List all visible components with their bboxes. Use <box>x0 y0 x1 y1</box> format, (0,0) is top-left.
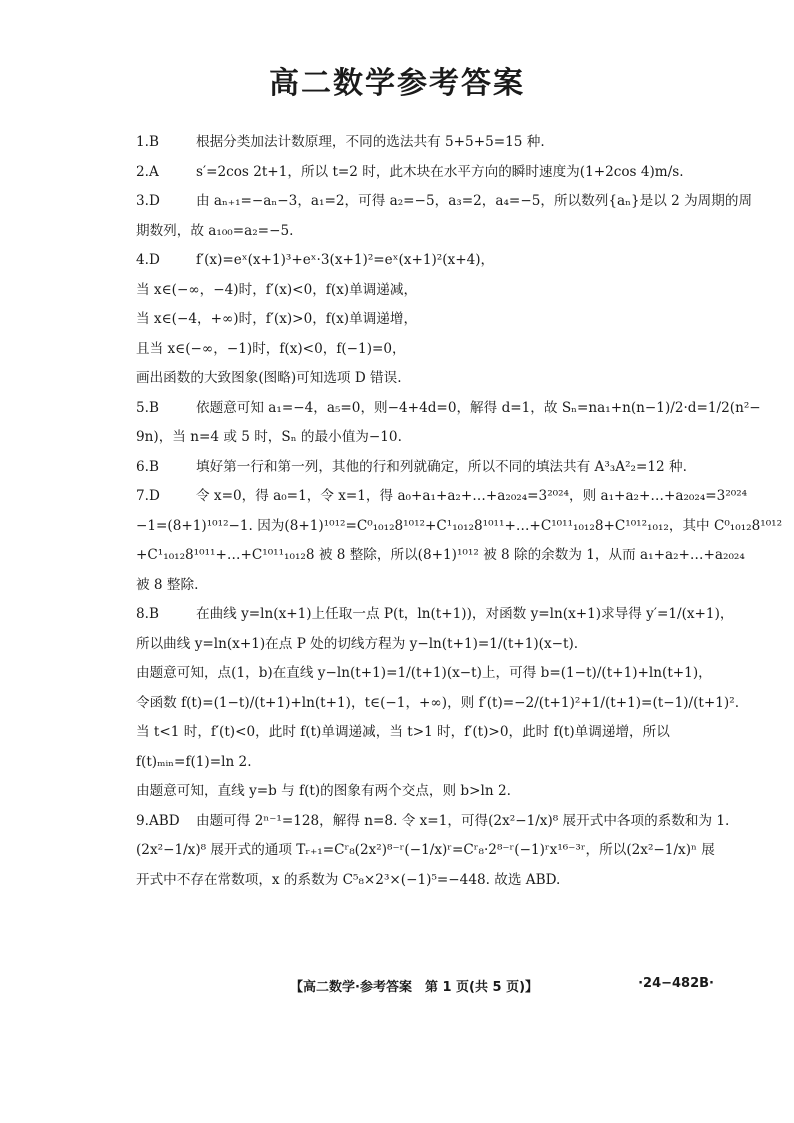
answer-item-2 <box>136 158 726 188</box>
answer-line: 画出函数的大致图象(图略)可知选项 D 错误. <box>136 370 402 386</box>
answer-line: 所以曲线 y=ln(x+1)在点 P 处的切线方程为 y−ln(t+1)=1/(t+1)(x−t). <box>136 635 579 652</box>
answer-item-7 <box>136 482 783 600</box>
answer-line: 由题意可知，直线 y=b 与 f(t)的图象有两个交点，则 b>ln 2. <box>136 783 511 799</box>
page-footer <box>0 976 794 1000</box>
answer-line: 当 x∈(−∞，−4)时，f′(x)<0，f(x)单调递减， <box>136 281 418 298</box>
answer-number: 4.D <box>136 252 160 268</box>
answer-line: 令函数 f(t)=(1−t)/(t+1)+ln(t+1)，t∈(−1，+∞)，则 f′(t)=−2/(t+1)²+1/(t+1)=(t−1)/(t+1)². <box>136 694 740 711</box>
answer-number: 7.D <box>136 488 160 504</box>
answer-line: f′(x)=eˣ(x+1)³+eˣ·3(x+1)²=eˣ(x+1)²(x+4)， <box>196 252 495 268</box>
answer-item-4 <box>136 246 726 394</box>
answer-line: +C¹₁₀₁₂8¹⁰¹¹+…+C¹⁰¹¹₁₀₁₂8 被 8 整除，所以(8+1)¹⁰¹² 被 8 除的余数为 1，从而 a₁+a₂+…+a₂₀₂₄ <box>136 547 745 563</box>
answer-line: s′=2cos 2t+1，所以 t=2 时，此木块在水平方向的瞬时速度为(1+2cos 4)m/s. <box>196 163 684 180</box>
footer-page-info: 【高二数学·参考答案 第 1 页(共 5 页)】 <box>290 980 539 995</box>
answer-line: 在曲线 y=ln(x+1)上任取一点 P(t，ln(t+1))，对函数 y=ln(x+1)求导得 y′=1/(x+1)， <box>196 606 734 622</box>
answer-line: 期数列，故 a₁₀₀=a₂=−5. <box>136 222 294 239</box>
answer-line: 当 t<1 时，f′(t)<0，此时 f(t)单调递减，当 t>1 时，f′(t)>0，此时 f(t)单调递增，所以 <box>136 724 670 740</box>
answer-number: 9.ABD <box>136 812 180 829</box>
footer-doc-code: ·24−482B· <box>638 976 714 991</box>
answer-number: 1.B <box>136 134 159 150</box>
answer-number: 5.B <box>136 399 159 416</box>
answer-line: f(t)ₘᵢₙ=f(1)=ln 2. <box>136 753 252 770</box>
answer-item-8 <box>136 600 740 807</box>
answer-line: −1=(8+1)¹⁰¹²−1. 因为(8+1)¹⁰¹²=C⁰₁₀₁₂8¹⁰¹²+C¹₁₀₁₂8¹⁰¹¹+…+C¹⁰¹¹₁₀₁₂8+C¹⁰¹²₁₀₁₂，其中 C⁰₁₀₁₂8¹⁰¹² <box>136 517 783 534</box>
page-title: 高二数学参考答案 <box>269 66 525 101</box>
answer-item-5 <box>136 394 761 453</box>
answer-line: 9n)，当 n=4 或 5 时，Sₙ 的最小值为−10. <box>136 429 402 445</box>
answer-line: 根据分类加法计数原理，不同的选法共有 5+5+5=15 种. <box>196 134 545 150</box>
answer-line: 且当 x∈(−∞，−1)时，f(x)<0，f(−1)=0， <box>136 340 406 357</box>
answer-number: 6.B <box>136 458 159 475</box>
answer-number: 8.B <box>136 606 159 622</box>
answer-line: 当 x∈(−4，+∞)时，f′(x)>0，f(x)单调递增， <box>136 311 418 327</box>
answer-line: 由 aₙ₊₁=−aₙ−3，a₁=2，可得 a₂=−5，a₃=2，a₄=−5，所以数列{aₙ}是以 2 为周期的周 <box>196 193 753 209</box>
answer-item-3 <box>136 187 753 246</box>
answer-line: (2x²−1/x)⁸ 展开式的通项 Tᵣ₊₁=Cʳ₈(2x²)⁸⁻ʳ(−1/x)ʳ=Cʳ₈·2⁸⁻ʳ(−1)ʳx¹⁶⁻³ʳ，所以(2x²−1/x)ⁿ 展 <box>136 842 715 858</box>
answer-item-9 <box>136 807 730 896</box>
answer-line: 依题意可知 a₁=−4，a₅=0，则−4+4d=0，解得 d=1，故 Sₙ=na₁+n(n−1)/2·d=1/2(n²− <box>196 399 761 416</box>
answer-list <box>136 128 783 895</box>
answer-line: 填好第一行和第一列，其他的行和列就确定，所以不同的填法共有 A³₃A²₂=12 种. <box>196 458 687 475</box>
answer-item-1 <box>136 128 726 158</box>
answer-line: 由题意可知，点(1，b)在直线 y−ln(t+1)=1/(t+1)(x−t)上，可得 b=(1−t)/(t+1)+ln(t+1)， <box>136 665 712 681</box>
answer-line: 令 x=0，得 a₀=1，令 x=1，得 a₀+a₁+a₂+…+a₂₀₂₄=3²⁰²⁴，则 a₁+a₂+…+a₂₀₂₄=3²⁰²⁴ <box>196 488 748 504</box>
answer-line: 开式中不存在常数项，x 的系数为 C⁵₈×2³×(−1)⁵=−448. 故选 ABD. <box>136 871 561 888</box>
answer-line: 被 8 整除. <box>136 576 199 593</box>
answer-item-6 <box>136 453 726 483</box>
answer-number: 3.D <box>136 193 160 209</box>
answer-line: 由题可得 2ⁿ⁻¹=128，解得 n=8. 令 x=1，可得(2x²−1/x)⁸ 展开式中各项的系数和为 1. <box>196 812 730 829</box>
answer-number: 2.A <box>136 163 159 180</box>
